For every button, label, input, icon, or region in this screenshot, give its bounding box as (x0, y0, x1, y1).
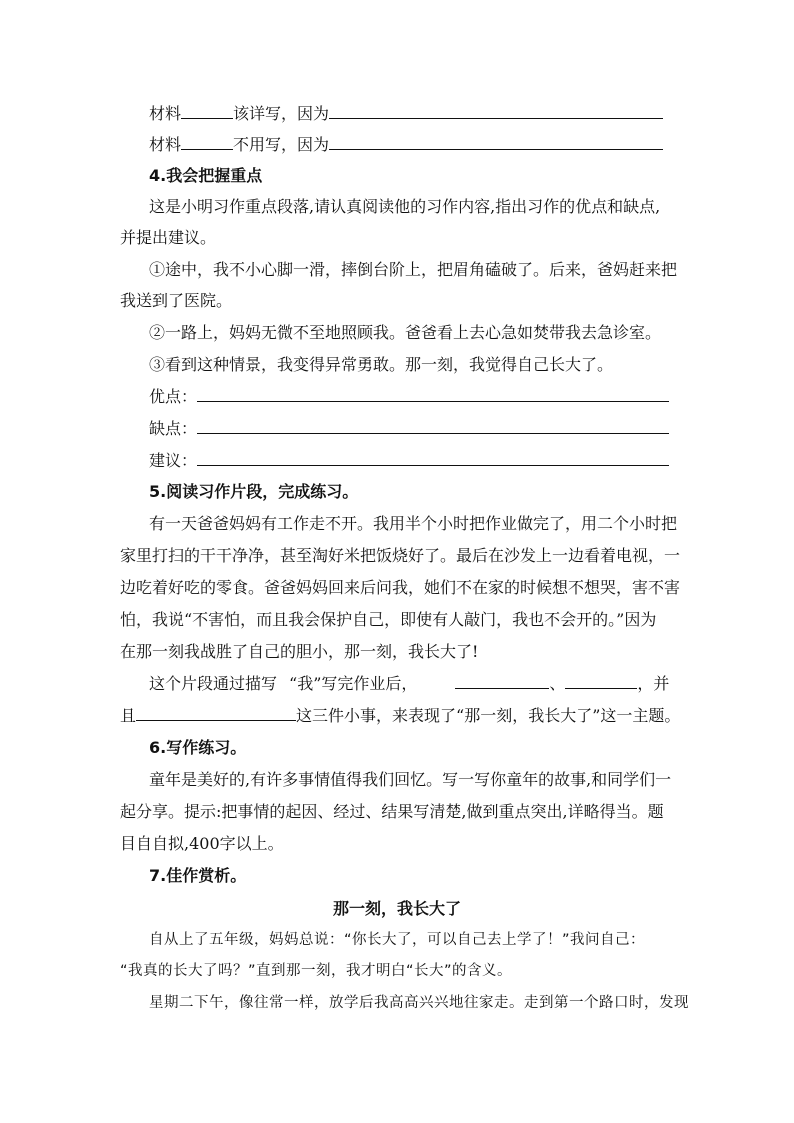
essay-title: 那一刻，我长大了 (332, 899, 461, 918)
material-text: 该详写，因为 (233, 104, 330, 123)
q4-sentence-2: ②一路上，妈妈无微不至地照顾我。爸爸看上去心急如焚带我去急诊室。 (149, 323, 662, 342)
q5-question-line-1 (149, 674, 709, 694)
blank-2[interactable] (329, 104, 663, 119)
q5-question-text: ，并 (637, 674, 670, 693)
q5-para-2: 家里打扫的干干净净，甚至淘好米把饭烧好了。最后在沙发上一边看着电视，一 (120, 546, 681, 565)
cons-blank[interactable] (197, 419, 669, 434)
q5-separator: 、 (549, 674, 566, 693)
material-label: 材料 (149, 135, 182, 154)
q4-title: 4.我会把握重点 (149, 166, 263, 185)
advice-blank[interactable] (197, 451, 669, 466)
material-line-2 (149, 135, 709, 155)
advice-line (149, 451, 709, 471)
q7-title: 7.佳作赏析。 (149, 866, 247, 885)
material-line-1 (149, 104, 709, 124)
essay-line-1: 自从上了五年级，妈妈总说：“你长大了，可以自己去上学了！”我问自己： (149, 932, 646, 948)
pros-line (149, 387, 709, 407)
q6-para-2: 起分享。提示:把事情的起因、经过、结果写清楚,做到重点突出,详略得当。题 (120, 802, 664, 821)
q5-question-text: 这个片段通过描写 (149, 674, 278, 693)
material-label: 材料 (149, 104, 182, 123)
material-text: 不用写，因为 (233, 135, 330, 154)
q5-question-text: 这三件小事，来表现了“那一刻，我长大了”这一主题。 (296, 706, 681, 725)
cons-label: 缺点： (149, 419, 198, 438)
q5-para-3: 边吃着好吃的零食。爸爸妈妈回来后问我，她们不在家的时候想不想哭，害不害 (120, 578, 681, 597)
cons-line (149, 419, 709, 439)
q5-question-text: “我”写完作业后， (289, 674, 418, 693)
q5-title: 5.阅读习作片段，完成练习。 (149, 482, 359, 501)
q6-para-1: 童年是美好的,有许多事情值得我们回忆。写一写你童年的故事,和同学们一 (149, 770, 672, 789)
q5-para-5: 在那一刻我战胜了自己的胆小，那一刻，我长大了! (120, 642, 479, 661)
essay-line-3: 星期二下午，像往常一样，放学后我高高兴兴地往家走。走到第一个路口时，发现 (149, 995, 689, 1011)
essay-line-2: “我真的长大了吗？”直到那一刻，我才明白“长大”的含义。 (120, 963, 513, 979)
blank-3[interactable] (181, 135, 233, 150)
q6-para-3: 目自自拟,400字以上。 (120, 834, 284, 853)
q5-question-line-2 (120, 706, 680, 726)
q5-question-text: 且 (120, 706, 137, 725)
advice-label: 建议： (149, 451, 198, 470)
q5-para-1: 有一天爸爸妈妈有工作走不开。我用半个小时把作业做完了，用二个小时把 (149, 514, 678, 533)
q4-sentence-1b: 我送到了医院。 (120, 291, 233, 310)
q4-intro-2: 并提出建议。 (120, 228, 217, 247)
q6-title: 6.写作练习。 (149, 738, 247, 757)
pros-blank[interactable] (197, 387, 669, 402)
q4-intro-1: 这是小明习作重点段落,请认真阅读他的习作内容,指出习作的优点和缺点, (149, 197, 661, 216)
pros-label: 优点： (149, 387, 198, 406)
q5-blank-2[interactable] (565, 674, 637, 689)
blank-4[interactable] (329, 135, 663, 150)
q4-sentence-3: ③看到这种情景，我变得异常勇敢。那一刻，我觉得自己长大了。 (149, 355, 614, 374)
q5-para-4: 怕，我说“不害怕，而且我会保护自己，即使有人敲门，我也不会开的。”因为 (120, 610, 657, 629)
q5-blank-1[interactable] (455, 674, 549, 689)
blank-1[interactable] (181, 104, 233, 119)
q4-sentence-1a: ①途中，我不小心脚一滑，摔倒台阶上，把眉角磕破了。后来，爸妈赶来把 (149, 260, 678, 279)
q5-blank-3[interactable] (136, 706, 296, 721)
